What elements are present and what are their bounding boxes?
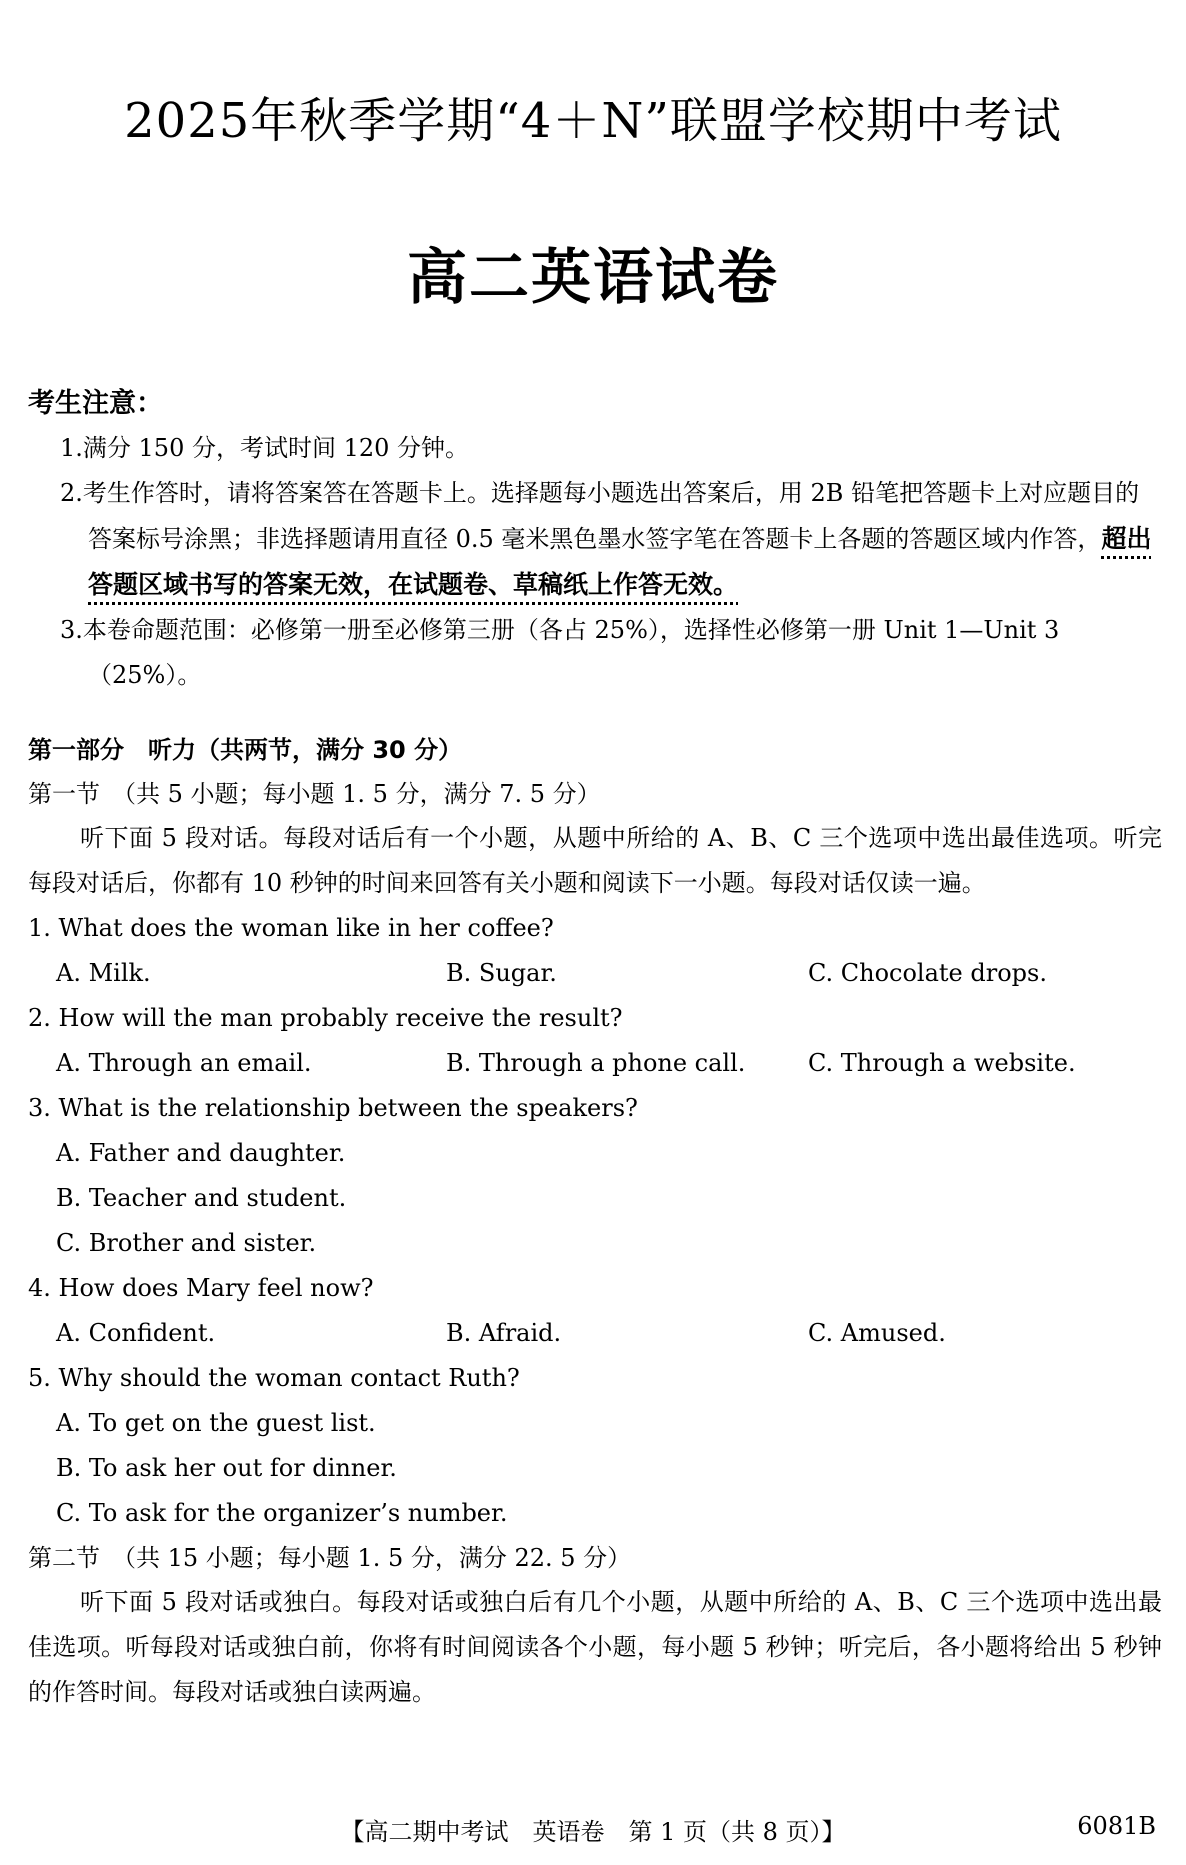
option-b: B. To ask her out for dinner. — [56, 1454, 397, 1482]
notice-item-text: 考生作答时，请将答案答在答题卡上。选择题每小题选出答案后，用 2B 铅笔把答题卡上对应题目的答案标号涂黑；非选择题请用直径 0.5 毫米黑色墨水签字笔在答题卡上各题的答题区域内作答， — [82, 479, 1140, 553]
section2-instructions: 听下面 5 段对话或独白。每段对话或独白后有几个小题，从题中所给的 A、B、C 三个选项中选出最佳选项。听每段对话或独白前，你将有时间阅读各个小题，每小题 5 秒钟；听完后，各小题将给出 5 秒钟的作答时间。每段对话或独白读两遍。 — [28, 1588, 1162, 1706]
option-a: A. Through an email. — [56, 1049, 312, 1077]
page-content — [28, 384, 1162, 1715]
question-4: 4. How does Mary feel now? — [28, 1274, 374, 1302]
option-a: A. Milk. — [56, 959, 151, 987]
question-2: 2. How will the man probably receive the result? — [28, 1004, 623, 1032]
option-b: B. Afraid. — [446, 1319, 562, 1347]
notice-emphasis: 超出答题区域书写的答案无效，在试题卷、草稿纸上作答无效。 — [88, 524, 1152, 599]
footer-page-info: 【高二期中考试 英语卷 第 1 页（共 8 页）】 — [340, 1818, 846, 1846]
notice-item-number: 3. — [60, 616, 83, 644]
exam-title: 2025年秋季学期“4＋N”联盟学校期中考试 — [124, 93, 1062, 149]
option-b: B. Through a phone call. — [446, 1049, 746, 1077]
question-3: 3. What is the relationship between the speakers? — [28, 1094, 638, 1122]
notice-item-1 — [28, 426, 1162, 471]
option-c: C. Chocolate drops. — [808, 959, 1047, 987]
notice-item-number: 2. — [60, 479, 83, 507]
footer-code: 6081B — [1077, 1812, 1156, 1840]
notice-item-text: 满分 150 分，考试时间 120 分钟。 — [82, 434, 470, 462]
notice-item-3 — [28, 608, 1162, 698]
paper-title: 高二英语试卷 — [407, 243, 779, 313]
option-c: C. To ask for the organizer’s number. — [56, 1499, 508, 1527]
question-1: 1. What does the woman like in her coffee? — [28, 914, 554, 942]
notice-item-2 — [28, 471, 1162, 608]
question-5: 5. Why should the woman contact Ruth? — [28, 1364, 520, 1392]
option-c: C. Through a website. — [808, 1049, 1076, 1077]
option-b: B. Sugar. — [446, 959, 557, 987]
option-c: C. Amused. — [808, 1319, 946, 1347]
page-footer — [0, 1812, 1186, 1852]
section1-heading: 第一节 （共 5 小题；每小题 1. 5 分，满分 7. 5 分） — [28, 780, 601, 808]
notice-heading: 考生注意： — [28, 388, 163, 419]
option-a: A. Father and daughter. — [56, 1139, 346, 1167]
section1-instructions: 听下面 5 段对话。每段对话后有一个小题，从题中所给的 A、B、C 三个选项中选出最佳选项。听完每段对话后，你都有 10 秒钟的时间来回答有关小题和阅读下一小题。每段对话仅读一遍。 — [28, 824, 1162, 897]
part1-heading: 第一部分 听力（共两节，满分 30 分） — [28, 736, 463, 764]
option-a: A. Confident. — [56, 1319, 216, 1347]
options-row — [28, 951, 1162, 996]
section2-heading: 第二节 （共 15 小题；每小题 1. 5 分，满分 22. 5 分） — [28, 1544, 632, 1572]
option-b: B. Teacher and student. — [56, 1184, 347, 1212]
option-c: C. Brother and sister. — [56, 1229, 317, 1257]
option-a: A. To get on the guest list. — [56, 1409, 376, 1437]
notice-item-number: 1. — [60, 434, 83, 462]
notice-item-text: 本卷命题范围：必修第一册至必修第三册（各占 25%），选择性必修第一册 Unit 1—Unit 3（25%）。 — [82, 616, 1060, 689]
options-row — [28, 1311, 1162, 1356]
options-row — [28, 1041, 1162, 1086]
